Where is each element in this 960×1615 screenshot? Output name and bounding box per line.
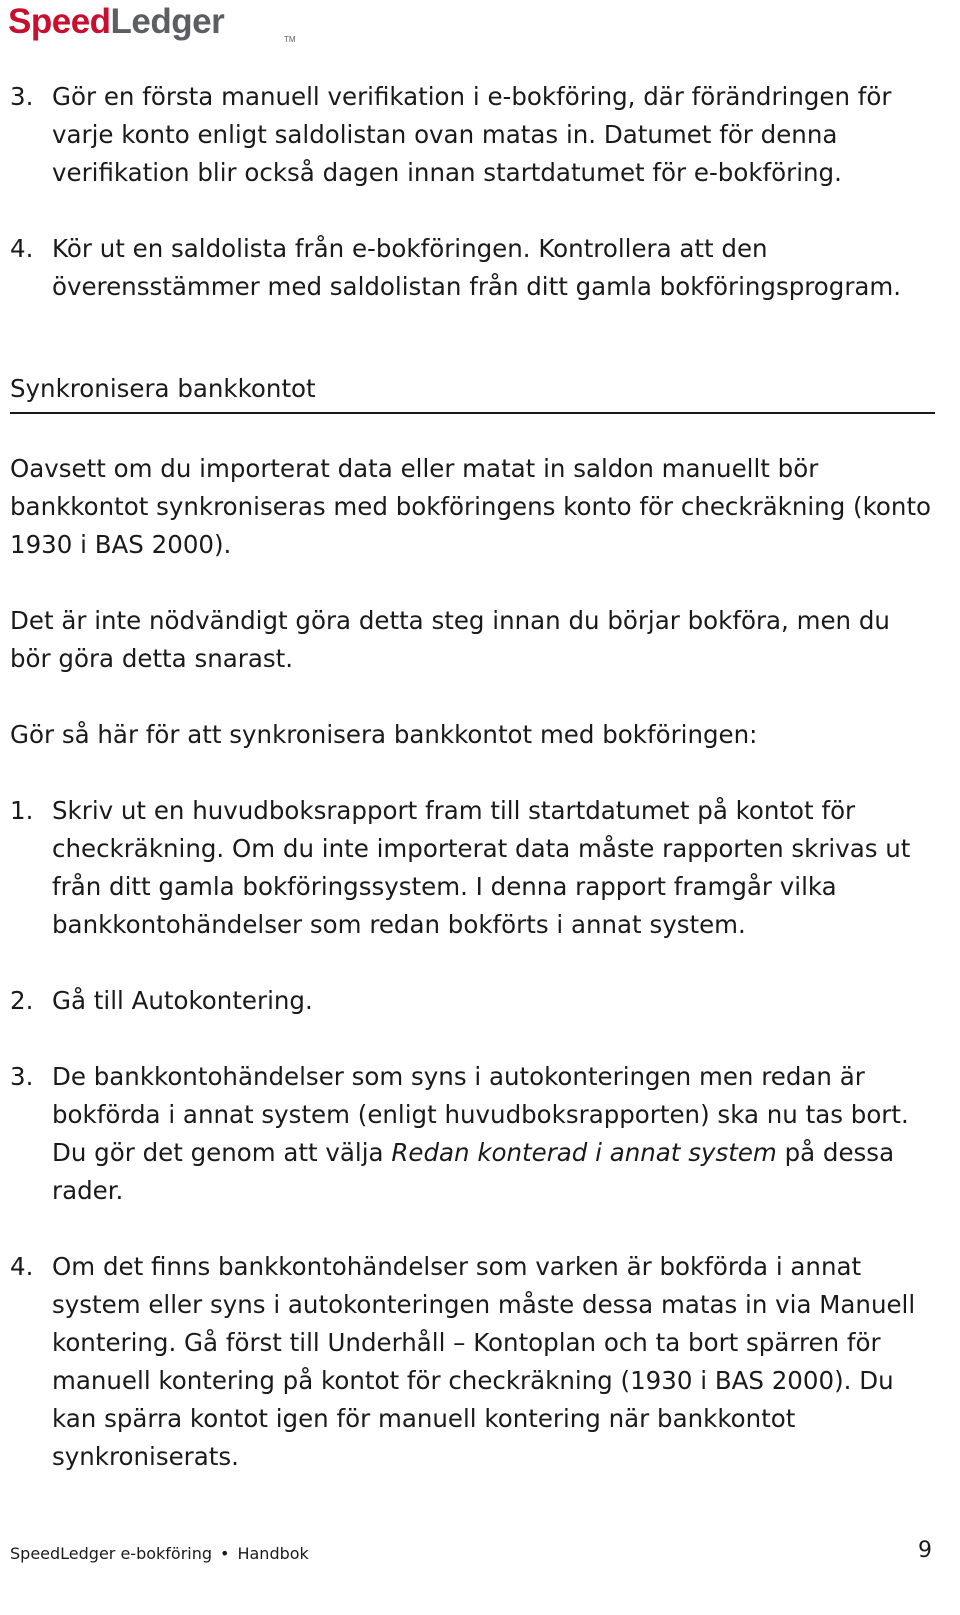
step-item-2 [10, 982, 935, 1020]
list-text-before: De bankkontohändelser som syns i autokonteringen men redan är bokförda i annat system (enligt huvudboksrapporten) ska nu tas bort. Du gör det genom att välja [52, 1062, 909, 1167]
list-number: 1. [10, 796, 34, 825]
list-text [52, 1058, 935, 1210]
list-item-4 [10, 230, 935, 306]
section-heading: Synkronisera bankkontot [10, 370, 935, 414]
list-item-3 [10, 78, 935, 192]
list-text-after: på dessa rader. [52, 1138, 895, 1205]
page-footer [10, 1540, 932, 1570]
logo-wordmark [8, 2, 224, 42]
logo-ledger: Ledger [110, 2, 225, 41]
step-item-3 [10, 1058, 935, 1210]
footer-doc: Handbok [237, 1544, 309, 1563]
list-number: 3. [10, 82, 34, 111]
step-item-1 [10, 792, 935, 944]
list-number: 4. [10, 234, 34, 263]
list-text: Gå till Autokontering. [52, 986, 313, 1015]
step-item-4 [10, 1248, 935, 1476]
list-text: Kör ut en saldolista från e-bokföringen. Kontrollera att den överensstämmer med saldolistan från ditt gamla bokföringsprogram. [52, 234, 902, 301]
emphasized-option: Redan konterad i annat system [391, 1138, 777, 1167]
page-number: 9 [918, 1538, 932, 1563]
footer-label [10, 1544, 309, 1563]
list-number: 2. [10, 986, 34, 1015]
logo-speed: Speed [8, 2, 111, 41]
list-text: Skriv ut en huvudboksrapport fram till startdatumet på kontot för checkräkning. Om du inte importerat data måste rapporten skrivas ut från ditt gamla bokföringssystem. I denna rapport framgår vilka bankkontohändelser som redan bokförts i annat system. [52, 796, 911, 939]
list-number: 3. [10, 1062, 34, 1091]
logo-trademark: TM [284, 35, 296, 44]
list-text: Gör en första manuell verifikation i e-bokföring, där förändringen för varje konto enligt saldolistan ovan matas in. Datumet för denna verifikation blir också dagen innan startdatumet för e-bokföring. [52, 82, 892, 187]
paragraph-note: Det är inte nödvändigt göra detta steg innan du börjar bokföra, men du bör göra detta snarast. [10, 606, 890, 673]
paragraph-intro: Oavsett om du importerat data eller matat in saldon manuellt bör bankkontot synkroniseras med bokföringens konto för checkräkning (konto 1930 i BAS 2000). [10, 454, 932, 559]
footer-bullet: • [220, 1544, 230, 1563]
speedledger-logo [8, 2, 308, 46]
list-text: Om det finns bankkontohändelser som varken är bokförda i annat system eller syns i autokonteringen måste dessa matas in via Manuell kontering. Gå först till Underhåll – Kontoplan och ta bort spärren för manuell kontering på kontot för checkräkning (1930 i BAS 2000). Du kan spärra kontot igen för manuell kontering när bankkontot synkroniserats. [52, 1252, 916, 1471]
footer-product: SpeedLedger e-bokföring [10, 1544, 213, 1563]
paragraph-instructions: Gör så här för att synkronisera bankkontot med bokföringen: [10, 720, 758, 749]
document-body [10, 78, 935, 1476]
list-number: 4. [10, 1252, 34, 1281]
